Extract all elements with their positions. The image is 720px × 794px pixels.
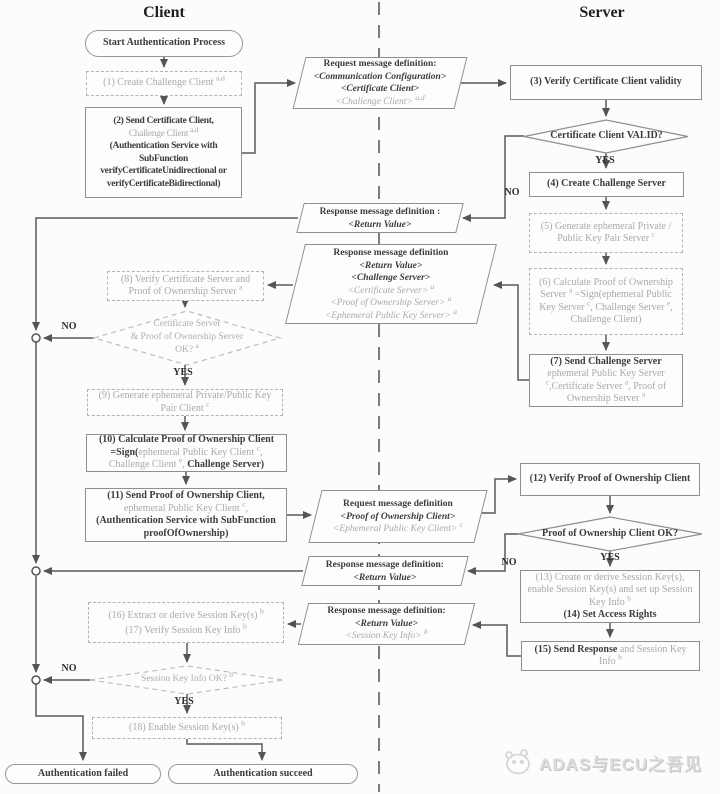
superscript: a bbox=[430, 280, 435, 290]
message-field: <Challenge Server> bbox=[351, 272, 431, 283]
superscript: c bbox=[545, 377, 550, 387]
connector-fail-rail bbox=[36, 684, 83, 760]
superscript: a,d bbox=[190, 124, 199, 134]
connector-no1 bbox=[463, 136, 524, 218]
superscript: a bbox=[568, 285, 573, 295]
node-text: (17) Verify Session Key Info $^b$ bbox=[125, 621, 247, 636]
message-field: <Proof of Ownership Server> $^a$ bbox=[330, 293, 452, 308]
lane-title-server: Server bbox=[579, 4, 625, 21]
superscript: a bbox=[447, 293, 452, 303]
node-10-calculate-proof-client bbox=[86, 434, 287, 472]
junction-dot bbox=[32, 676, 40, 684]
node-authentication-succeed: Authentication succeed bbox=[168, 764, 358, 784]
node-13-14-create-session-keys bbox=[520, 570, 700, 623]
message-field: <Certificate Server> $^a$ bbox=[347, 280, 435, 295]
superscript: c bbox=[242, 499, 246, 509]
superscript: c bbox=[256, 443, 261, 453]
node-text: (10) Calculate Proof of Ownership Client =Sign(ephemeral Public Key Client $^c$, Challenge Client $^e$, Challenge Server) bbox=[98, 434, 275, 471]
label-yes: YES bbox=[600, 552, 620, 563]
node-text: (1) Create Challenge Client $^{a,d}$ bbox=[103, 73, 225, 89]
node-text: (16) Extract or derive Session Key(s) $^b$ bbox=[108, 606, 264, 621]
superscript: a,d bbox=[415, 92, 425, 102]
connector-succeed bbox=[187, 739, 262, 760]
superscript: a bbox=[239, 282, 243, 292]
node-text: (9) Generate ephemeral Private/Public Key Pair Client $^c$ bbox=[98, 390, 272, 414]
node-4-create-challenge-server: (4) Create Challenge Server bbox=[529, 172, 684, 197]
node-text: (Authentication Service with SubFunction verifyCertificateUnidirectional or verifyCertificateBidirectional) bbox=[100, 141, 227, 189]
node-text: Challenge Client $^{a,d}$ bbox=[128, 124, 199, 139]
label-no: NO bbox=[61, 321, 77, 332]
message-title: Request message definition bbox=[343, 498, 453, 509]
superscript: c bbox=[459, 519, 464, 529]
message-title: Response message definition: bbox=[327, 606, 446, 617]
message-title: Request message definition: bbox=[323, 59, 437, 69]
node-text: (2) Send Certificate Client, bbox=[113, 116, 214, 126]
node-text: (8) Verify Certificate Server and Proof of Ownership Server $^a$ bbox=[120, 273, 251, 297]
node-15-send-response bbox=[521, 641, 700, 671]
node-text: (11) Send Proof of Ownership Client, bbox=[107, 490, 265, 501]
decision-text-cert-valid: Certificate Client VALID? bbox=[550, 130, 663, 141]
node-text: (5) Generate ephemeral Private / Public Key Pair Server $^c$ bbox=[540, 220, 672, 244]
superscript: a bbox=[624, 377, 629, 387]
superscript: b bbox=[241, 718, 245, 728]
decision-text-cert-server-ok: Certificate Server & Proof of Ownership Server OK? $^a$ bbox=[130, 319, 244, 355]
message-response-4 bbox=[298, 603, 475, 645]
node-text: (Authentication Service with SubFunction proofOfOwnership) bbox=[96, 515, 276, 539]
decision-text-session-key-ok: Session Key Info OK? $^b$ bbox=[141, 669, 233, 684]
panda-logo-icon bbox=[500, 747, 534, 777]
node-12-verify-proof-client: (12) Verify Proof of Ownership Client bbox=[520, 463, 700, 496]
decision-text-proof-ok: Proof of Ownership Client OK? bbox=[542, 528, 678, 539]
node-18-enable-session-keys bbox=[92, 717, 282, 739]
message-field: <Challenge Client> $^{a,d}$ bbox=[335, 92, 425, 107]
connector bbox=[494, 285, 529, 380]
node-text: (15) Send Response and Session Key Info $^b$ bbox=[534, 643, 687, 667]
superscript: b bbox=[627, 593, 632, 603]
superscript: b bbox=[243, 621, 247, 631]
node-6-calculate-proof-server bbox=[529, 268, 683, 335]
node-text: ephemeral Public Key Client $^c$, bbox=[123, 499, 249, 514]
message-title: Response message definition bbox=[333, 247, 449, 258]
node-2-send-certificate-client bbox=[85, 107, 242, 198]
message-field: <Ephemeral Public Key Client> $^c$ bbox=[332, 519, 464, 534]
connector bbox=[482, 479, 516, 513]
message-title: Response message definition: bbox=[325, 559, 445, 570]
superscript: c bbox=[206, 399, 210, 409]
node-1-create-challenge-client bbox=[86, 71, 242, 96]
message-response-3 bbox=[301, 556, 468, 586]
node-16-17-extract-session-keys bbox=[88, 602, 284, 643]
node-authentication-failed: Authentication failed bbox=[5, 764, 161, 784]
superscript: a bbox=[195, 340, 199, 350]
superscript: a bbox=[453, 305, 458, 315]
label-no: NO bbox=[61, 663, 77, 674]
message-field: <Certificate Client> bbox=[340, 84, 420, 94]
node-text: (7) Send Challenge Server bbox=[550, 355, 662, 367]
message-title: Response message definition : bbox=[319, 206, 441, 217]
connector bbox=[473, 625, 521, 656]
superscript: a,d bbox=[215, 73, 225, 83]
message-field: <Session Key Info> $^b$ bbox=[345, 627, 428, 642]
node-text: (18) Enable Session Key(s) $^b$ bbox=[129, 718, 245, 733]
label-yes: YES bbox=[174, 696, 194, 707]
label-no: NO bbox=[501, 557, 517, 568]
watermark bbox=[500, 744, 715, 780]
message-response-1 bbox=[296, 203, 463, 233]
junction-dot bbox=[32, 567, 40, 575]
superscript: b bbox=[259, 606, 264, 616]
node-11-send-proof-client bbox=[85, 488, 287, 542]
superscript: b bbox=[423, 627, 428, 637]
superscript: b bbox=[229, 669, 233, 679]
node-5-generate-key-pair-server bbox=[529, 213, 683, 253]
node-text: (14) Set Access Rights bbox=[563, 609, 657, 620]
message-field: <Return Value> bbox=[348, 219, 412, 229]
watermark-text: ADAS与ECU之吾见 bbox=[539, 754, 703, 774]
superscript: c bbox=[651, 229, 655, 239]
message-request-2 bbox=[308, 490, 487, 543]
label-yes: YES bbox=[173, 367, 193, 378]
label-no: NO bbox=[504, 187, 520, 198]
connector bbox=[242, 83, 295, 153]
node-3-verify-certificate-client: (3) Verify Certificate Client validity bbox=[510, 65, 702, 100]
node-9-generate-key-pair-client bbox=[87, 389, 283, 416]
message-field: <Communication Configuration> bbox=[313, 71, 447, 82]
node-8-verify-certificate-server bbox=[107, 271, 264, 301]
label-yes: YES bbox=[595, 155, 615, 166]
superscript: e bbox=[666, 298, 671, 308]
node-text: (13) Create or derive Session Key(s), enable Session Key(s) and set up Session Key Info $^b$ bbox=[527, 571, 693, 608]
message-field: <Return Value> bbox=[355, 618, 418, 629]
superscript: b bbox=[618, 652, 622, 662]
junction-dot bbox=[32, 334, 40, 342]
message-field: <Ephemeral Public Key Server> $^a$ bbox=[324, 305, 458, 320]
message-response-2 bbox=[285, 244, 497, 324]
superscript: a bbox=[641, 389, 646, 399]
superscript: e bbox=[178, 455, 183, 465]
node-text: (6) Calculate Proof of Ownership Server $^a$ =Sign(ephemeral Public Key Server $^c$, Challenge Server $^e$, Challenge Client) bbox=[539, 276, 673, 325]
message-field: <Return Value> bbox=[359, 260, 423, 270]
node-7-send-challenge-server bbox=[529, 354, 683, 407]
message-field: <Return Value> bbox=[353, 572, 417, 582]
superscript: c bbox=[586, 298, 591, 308]
node-start: Start Authentication Process bbox=[85, 30, 243, 57]
message-field: <Proof of Ownership Client> bbox=[340, 511, 456, 522]
lane-title-client: Client bbox=[143, 4, 185, 21]
node-text: ephemeral Public Key Server $^c$,Certificate Server $^a$, Proof of Ownership Server $^a$ bbox=[545, 368, 667, 404]
message-request-1 bbox=[293, 57, 468, 109]
